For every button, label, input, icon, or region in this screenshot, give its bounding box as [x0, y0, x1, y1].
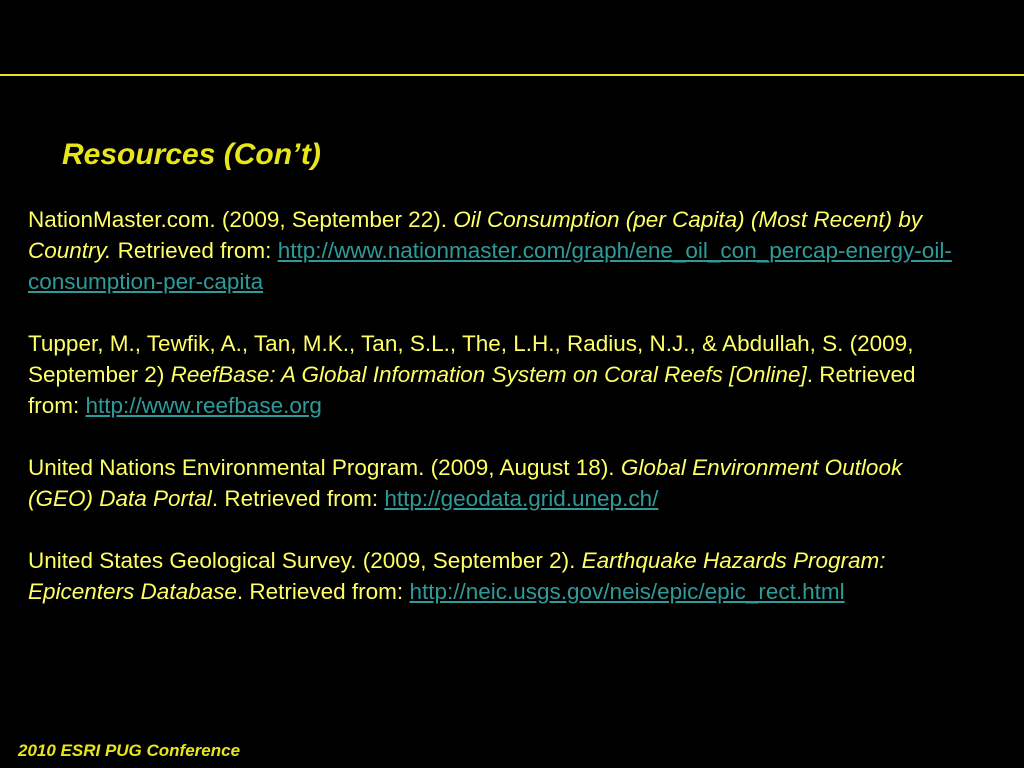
- reference-title: Global Environment Outlook (GEO) Data Portal: [28, 455, 903, 511]
- reference-title: Earthquake Hazards Program: Epicenters Database: [28, 548, 886, 604]
- header-divider: [0, 74, 1024, 76]
- reference-text: United Nations Environmental Program. (2009, August 18).: [28, 455, 621, 480]
- slide-title: Resources (Con’t): [62, 138, 321, 171]
- reference-text: . Retrieved from:: [28, 362, 916, 418]
- reference-link[interactable]: http://neic.usgs.gov/neis/epic/epic_rect.html: [409, 579, 845, 604]
- reference-item-nationmaster: [28, 204, 973, 297]
- reference-list: [28, 204, 973, 607]
- reference-title: Oil Consumption (per Capita) (Most Recent) by Country.: [28, 207, 923, 263]
- footer-conference: 2010 ESRI PUG Conference: [18, 741, 241, 760]
- reference-text: . Retrieved from:: [211, 486, 385, 511]
- reference-text: Retrieved from:: [111, 238, 278, 263]
- reference-item-usgs: [28, 545, 973, 607]
- reference-item-unep: [28, 452, 973, 514]
- reference-link[interactable]: http://www.nationmaster.com/graph/ene_oil_con_percap-energy-oil-consumption-per-capita: [28, 238, 952, 294]
- reference-text: NationMaster.com. (2009, September 22).: [28, 207, 454, 232]
- reference-text: United States Geological Survey. (2009, September 2).: [28, 548, 582, 573]
- reference-text: . Retrieved from:: [236, 579, 410, 604]
- reference-item-reefbase: [28, 328, 973, 421]
- reference-link[interactable]: http://geodata.grid.unep.ch/: [384, 486, 659, 511]
- reference-title: ReefBase: A Global Information System on Coral Reefs [Online]: [170, 362, 807, 387]
- reference-text: Tupper, M., Tewfik, A., Tan, M.K., Tan, S.L., The, L.H., Radius, N.J., & Abdullah, S. (2009, September 2): [28, 331, 914, 387]
- reference-link[interactable]: http://www.reefbase.org: [85, 393, 322, 418]
